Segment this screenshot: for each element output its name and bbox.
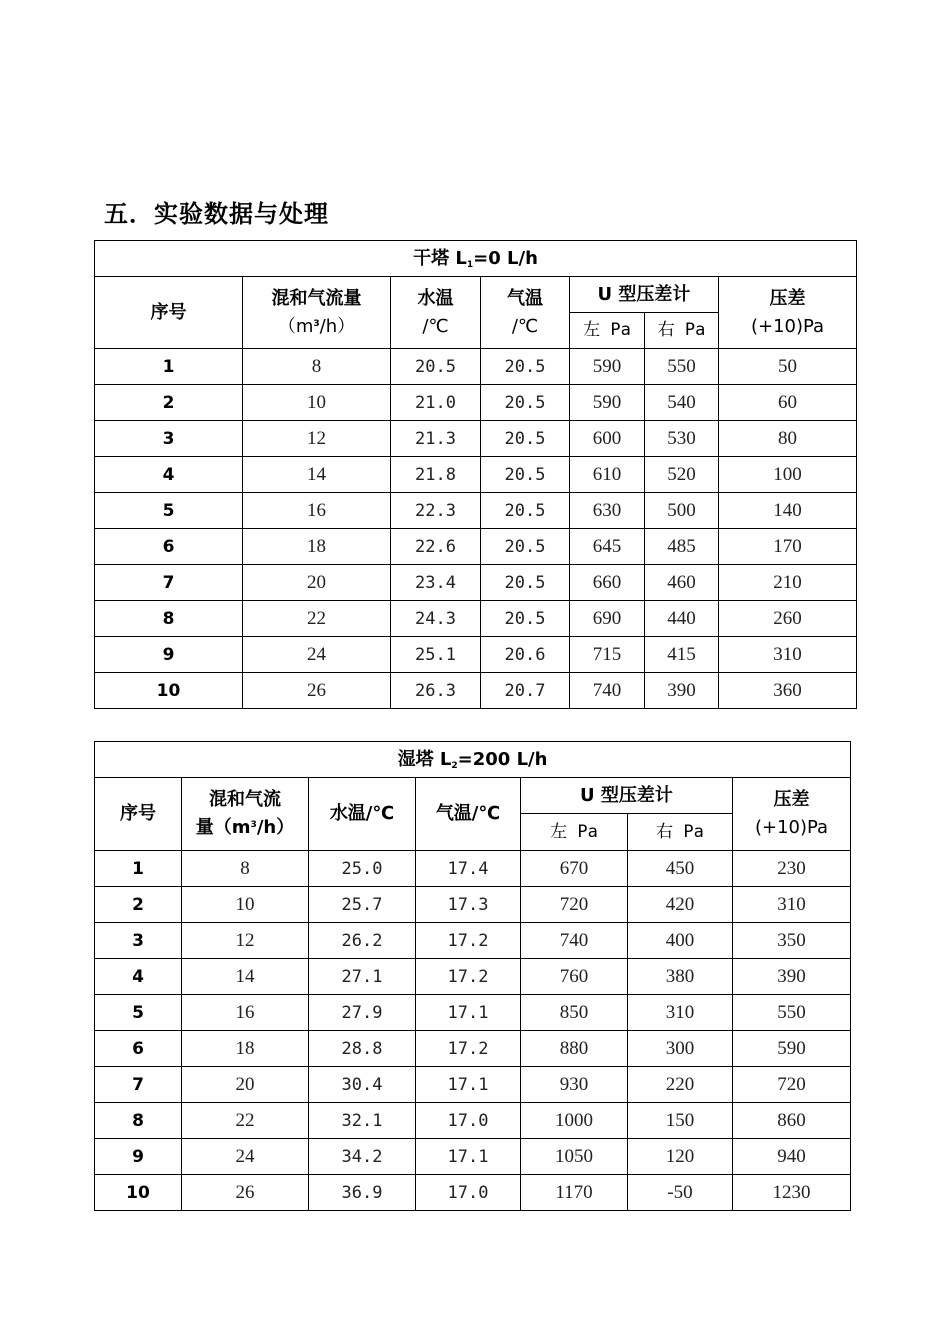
table-row <box>95 1139 851 1175</box>
cell-water-temp: 34.2 <box>309 1139 416 1175</box>
header-air-temp: 气温 /℃ <box>481 277 570 349</box>
cell-left-pa: 670 <box>521 851 628 887</box>
cell-left-pa: 740 <box>521 923 628 959</box>
header-water-temp: 水温 /℃ <box>391 277 481 349</box>
cell-air-temp: 17.0 <box>416 1103 521 1139</box>
header-left-pa: 左 Pa <box>521 814 628 851</box>
cell-pressure-diff: 390 <box>733 959 851 995</box>
cell-left-pa: 930 <box>521 1067 628 1103</box>
cell-pressure-diff: 50 <box>719 349 857 385</box>
cell-flow: 14 <box>182 959 309 995</box>
header-pressure-diff: 压差 (+10)Pa <box>733 778 851 851</box>
cell-index: 2 <box>95 887 182 923</box>
dry-tower-table <box>94 240 857 709</box>
cell-pressure-diff: 590 <box>733 1031 851 1067</box>
table-row <box>95 457 857 493</box>
cell-pressure-diff: 720 <box>733 1067 851 1103</box>
cell-left-pa: 720 <box>521 887 628 923</box>
cell-air-temp: 17.2 <box>416 923 521 959</box>
table-row <box>95 887 851 923</box>
cell-right-pa: 550 <box>645 349 719 385</box>
cell-water-temp: 21.0 <box>391 385 481 421</box>
table-row <box>95 493 857 529</box>
cell-pressure-diff: 140 <box>719 493 857 529</box>
wet-tower-table <box>94 741 851 1211</box>
cell-right-pa: 310 <box>628 995 733 1031</box>
table-title: 干塔 $L_1=0$ L/h <box>95 241 857 277</box>
table-title: 湿塔 $L_2=200$ L/h <box>95 742 851 778</box>
cell-air-temp: 20.5 <box>481 421 570 457</box>
cell-water-temp: 26.2 <box>309 923 416 959</box>
cell-index: 8 <box>95 601 243 637</box>
cell-air-temp: 20.5 <box>481 493 570 529</box>
cell-water-temp: 25.7 <box>309 887 416 923</box>
cell-air-temp: 20.5 <box>481 385 570 421</box>
cell-right-pa: 300 <box>628 1031 733 1067</box>
cell-right-pa: 120 <box>628 1139 733 1175</box>
cell-flow: 10 <box>243 385 391 421</box>
cell-left-pa: 600 <box>570 421 645 457</box>
cell-water-temp: 26.3 <box>391 673 481 709</box>
cell-flow: 8 <box>182 851 309 887</box>
cell-flow: 26 <box>243 673 391 709</box>
cell-air-temp: 20.5 <box>481 457 570 493</box>
header-left-pa: 左 Pa <box>570 313 645 349</box>
table-row <box>95 1175 851 1211</box>
cell-water-temp: 21.3 <box>391 421 481 457</box>
cell-right-pa: 530 <box>645 421 719 457</box>
cell-pressure-diff: 310 <box>733 887 851 923</box>
cell-index: 1 <box>95 349 243 385</box>
cell-index: 4 <box>95 959 182 995</box>
cell-air-temp: 17.2 <box>416 1031 521 1067</box>
cell-pressure-diff: 1230 <box>733 1175 851 1211</box>
cell-flow: 8 <box>243 349 391 385</box>
cell-flow: 16 <box>182 995 309 1031</box>
cell-index: 7 <box>95 1067 182 1103</box>
header-right-pa: 右 Pa <box>628 814 733 851</box>
cell-flow: 10 <box>182 887 309 923</box>
cell-air-temp: 20.5 <box>481 601 570 637</box>
cell-index: 5 <box>95 995 182 1031</box>
cell-water-temp: 27.9 <box>309 995 416 1031</box>
cell-air-temp: 17.1 <box>416 1139 521 1175</box>
cell-index: 4 <box>95 457 243 493</box>
cell-index: 3 <box>95 421 243 457</box>
cell-index: 8 <box>95 1103 182 1139</box>
cell-pressure-diff: 550 <box>733 995 851 1031</box>
cell-left-pa: 645 <box>570 529 645 565</box>
cell-left-pa: 590 <box>570 385 645 421</box>
cell-pressure-diff: 350 <box>733 923 851 959</box>
header-u-manometer: U 型压差计 <box>521 778 733 814</box>
table-row <box>95 601 857 637</box>
cell-pressure-diff: 60 <box>719 385 857 421</box>
cell-right-pa: 460 <box>645 565 719 601</box>
table-row <box>95 923 851 959</box>
cell-water-temp: 20.5 <box>391 349 481 385</box>
header-flow: 混和气流 量$(m^3/h)$ <box>182 778 309 851</box>
cell-left-pa: 1000 <box>521 1103 628 1139</box>
cell-air-temp: 17.3 <box>416 887 521 923</box>
cell-flow: 20 <box>243 565 391 601</box>
header-index: 序号 <box>95 277 243 349</box>
cell-flow: 24 <box>243 637 391 673</box>
cell-index: 10 <box>95 1175 182 1211</box>
cell-pressure-diff: 360 <box>719 673 857 709</box>
cell-air-temp: 20.7 <box>481 673 570 709</box>
table-row <box>95 959 851 995</box>
cell-air-temp: 17.0 <box>416 1175 521 1211</box>
cell-left-pa: 690 <box>570 601 645 637</box>
cell-right-pa: 415 <box>645 637 719 673</box>
cell-index: 2 <box>95 385 243 421</box>
cell-left-pa: 610 <box>570 457 645 493</box>
cell-left-pa: 760 <box>521 959 628 995</box>
cell-right-pa: 450 <box>628 851 733 887</box>
cell-right-pa: 485 <box>645 529 719 565</box>
cell-right-pa: 220 <box>628 1067 733 1103</box>
table-row <box>95 349 857 385</box>
cell-pressure-diff: 100 <box>719 457 857 493</box>
cell-air-temp: 20.6 <box>481 637 570 673</box>
table-row <box>95 565 857 601</box>
cell-right-pa: 540 <box>645 385 719 421</box>
cell-air-temp: 20.5 <box>481 349 570 385</box>
cell-index: 5 <box>95 493 243 529</box>
cell-air-temp: 20.5 <box>481 565 570 601</box>
cell-right-pa: 520 <box>645 457 719 493</box>
header-u-manometer: U 型压差计 <box>570 277 719 313</box>
section-title: 五．实验数据与处理 <box>104 200 329 228</box>
cell-flow: 16 <box>243 493 391 529</box>
cell-flow: 12 <box>182 923 309 959</box>
table-row <box>95 385 857 421</box>
cell-flow: 18 <box>182 1031 309 1067</box>
cell-pressure-diff: 170 <box>719 529 857 565</box>
cell-left-pa: 590 <box>570 349 645 385</box>
table-row <box>95 995 851 1031</box>
cell-flow: 14 <box>243 457 391 493</box>
cell-flow: 22 <box>182 1103 309 1139</box>
cell-water-temp: 22.6 <box>391 529 481 565</box>
cell-pressure-diff: 230 <box>733 851 851 887</box>
table-row <box>95 1067 851 1103</box>
cell-water-temp: 32.1 <box>309 1103 416 1139</box>
cell-left-pa: 1170 <box>521 1175 628 1211</box>
cell-right-pa: 390 <box>645 673 719 709</box>
cell-right-pa: 380 <box>628 959 733 995</box>
cell-left-pa: 850 <box>521 995 628 1031</box>
cell-water-temp: 28.8 <box>309 1031 416 1067</box>
cell-air-temp: 17.2 <box>416 959 521 995</box>
cell-air-temp: 20.5 <box>481 529 570 565</box>
table-row <box>95 673 857 709</box>
cell-index: 1 <box>95 851 182 887</box>
cell-index: 3 <box>95 923 182 959</box>
cell-right-pa: 150 <box>628 1103 733 1139</box>
table-row <box>95 529 857 565</box>
header-right-pa: 右 Pa <box>645 313 719 349</box>
cell-pressure-diff: 210 <box>719 565 857 601</box>
cell-pressure-diff: 860 <box>733 1103 851 1139</box>
cell-left-pa: 630 <box>570 493 645 529</box>
cell-flow: 12 <box>243 421 391 457</box>
cell-left-pa: 740 <box>570 673 645 709</box>
table-row <box>95 421 857 457</box>
header-flow: 混和气流量 $(m^3/h)$ <box>243 277 391 349</box>
cell-flow: 18 <box>243 529 391 565</box>
cell-water-temp: 27.1 <box>309 959 416 995</box>
cell-flow: 26 <box>182 1175 309 1211</box>
cell-index: 6 <box>95 529 243 565</box>
cell-water-temp: 23.4 <box>391 565 481 601</box>
header-pressure-diff: 压差 (+10)Pa <box>719 277 857 349</box>
cell-water-temp: 24.3 <box>391 601 481 637</box>
cell-flow: 20 <box>182 1067 309 1103</box>
table-row <box>95 851 851 887</box>
cell-right-pa: 400 <box>628 923 733 959</box>
cell-flow: 24 <box>182 1139 309 1175</box>
cell-index: 9 <box>95 637 243 673</box>
cell-index: 9 <box>95 1139 182 1175</box>
cell-right-pa: 500 <box>645 493 719 529</box>
cell-index: 7 <box>95 565 243 601</box>
cell-flow: 22 <box>243 601 391 637</box>
table-row <box>95 1031 851 1067</box>
cell-pressure-diff: 80 <box>719 421 857 457</box>
cell-right-pa: -50 <box>628 1175 733 1211</box>
cell-pressure-diff: 260 <box>719 601 857 637</box>
cell-water-temp: 21.8 <box>391 457 481 493</box>
cell-water-temp: 25.0 <box>309 851 416 887</box>
header-air-temp: 气温/℃ <box>416 778 521 851</box>
cell-water-temp: 30.4 <box>309 1067 416 1103</box>
header-water-temp: 水温/℃ <box>309 778 416 851</box>
cell-left-pa: 880 <box>521 1031 628 1067</box>
table-row <box>95 637 857 673</box>
cell-air-temp: 17.4 <box>416 851 521 887</box>
header-index: 序号 <box>95 778 182 851</box>
cell-water-temp: 22.3 <box>391 493 481 529</box>
cell-water-temp: 25.1 <box>391 637 481 673</box>
cell-air-temp: 17.1 <box>416 1067 521 1103</box>
cell-left-pa: 660 <box>570 565 645 601</box>
cell-water-temp: 36.9 <box>309 1175 416 1211</box>
cell-air-temp: 17.1 <box>416 995 521 1031</box>
cell-left-pa: 715 <box>570 637 645 673</box>
cell-pressure-diff: 310 <box>719 637 857 673</box>
cell-right-pa: 420 <box>628 887 733 923</box>
cell-index: 6 <box>95 1031 182 1067</box>
table-row <box>95 1103 851 1139</box>
cell-index: 10 <box>95 673 243 709</box>
cell-pressure-diff: 940 <box>733 1139 851 1175</box>
cell-right-pa: 440 <box>645 601 719 637</box>
cell-left-pa: 1050 <box>521 1139 628 1175</box>
